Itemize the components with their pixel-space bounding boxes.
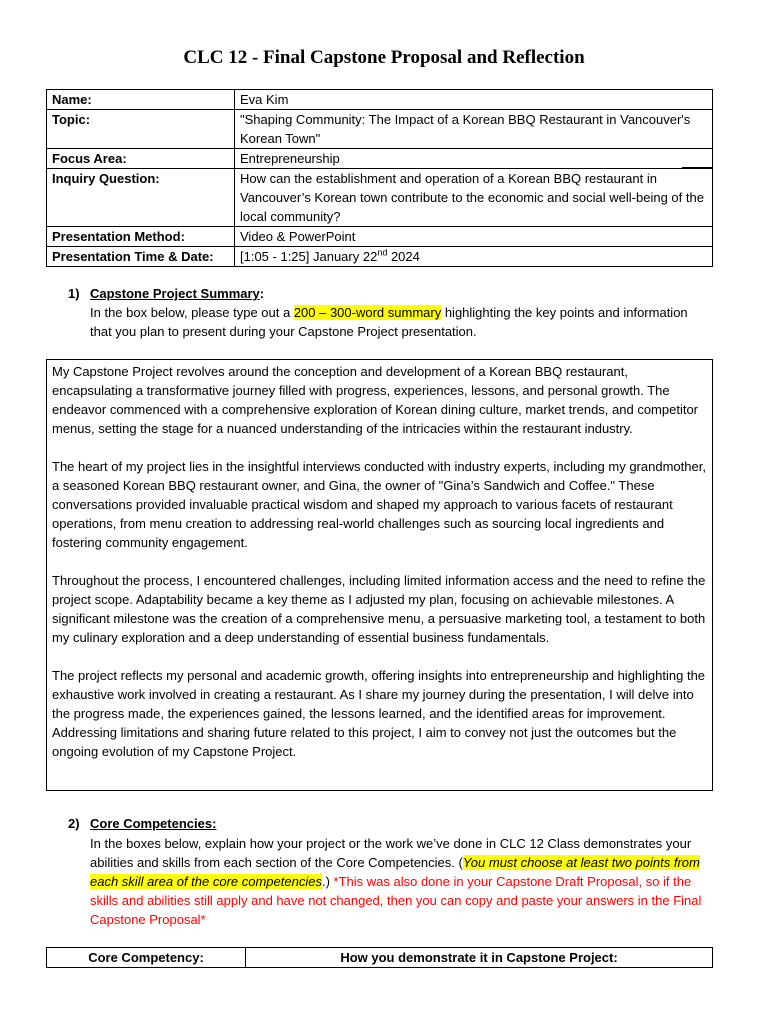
document-title: CLC 12 - Final Capstone Proposal and Reflection (183, 47, 585, 68)
instr-text-post: highlighting the key points and information that you plan to present during your Capstone Project presentation. (90, 305, 688, 339)
demonstration-header: How you demonstrate it in Capstone Project: (246, 948, 713, 968)
instr-text-pre: In the boxes below, explain how your project or the work we’ve done in CLC 12 Class demonstrates your abilities and skills from each section of the Core Competencies. ( (90, 836, 692, 870)
table-row (47, 247, 713, 267)
presentation-method-value: Video & PowerPoint (235, 227, 713, 247)
inquiry-question-value: How can the establishment and operation of a Korean BBQ restaurant in Vancouver’s Korean town contribute to the economic and social well-being of the local community? (235, 169, 713, 227)
focus-area-value: Entrepreneurship (235, 149, 713, 169)
core-competency-table (46, 947, 713, 968)
core-competency-header: Core Competency: (47, 948, 246, 968)
draft-note-red: *This was also done in your Capstone Draft Proposal, so if the skills and abilities still apply and have not changed, then you can copy and paste your answers in the Final Capstone Proposal* (90, 874, 702, 927)
requirement-highlight: You must choose at least two points from each skill area of the core competencies (90, 855, 700, 889)
summary-paragraph: Throughout the process, I encountered challenges, including limited information access and the need to refine the project scope. Adaptability became a key theme as I adjusted my plan, focusing on achievable milestones. A significant milestone was the creation of a comprehensive menu, a persuasive marketing tool, a testament to both my culinary exploration and a deep understanding of essential business fundamentals. (52, 573, 706, 645)
topic-label: Topic: (47, 110, 235, 149)
table-row (47, 149, 713, 169)
presentation-method-label: Presentation Method: (47, 227, 235, 247)
table-row (47, 110, 713, 149)
section-1-colon: : (259, 286, 265, 301)
table-row (47, 90, 713, 110)
topic-value: "Shaping Community: The Impact of a Korean BBQ Restaurant in Vancouver's Korean Town" (235, 110, 713, 149)
info-table (46, 89, 713, 267)
inquiry-question-label: Inquiry Question: (47, 169, 235, 227)
section-1-title: Capstone Project Summary (90, 286, 260, 301)
section-2-title: Core Competencies: (90, 816, 217, 831)
presentation-time-label: Presentation Time & Date: (47, 247, 235, 267)
section-1-number: 1) (68, 286, 80, 301)
summary-box (46, 359, 713, 791)
summary-paragraph: My Capstone Project revolves around the conception and development of a Korean BBQ restaurant, encapsulating a transformative journey filled with progress, experiences, lessons, and personal growth. The endeavor commenced with a comprehensive exploration of Korean dining culture, market trends, and competitor menus, setting the stage for a nuanced understanding of the intricacies within the restaurant industry. (52, 364, 699, 436)
presentation-time-value (235, 247, 713, 267)
summary-paragraph: The project reflects my personal and academic growth, offering insights into entrepreneurship and highlighting the exhaustive work involved in creating a restaurant. As I share my journey during the presentation, I will delve into the progress made, the experiences gained, the lessons learned, and the identified areas for improvement. Addressing limitations and sharing future related to this project, I aim to convey not just the outcomes but the ongoing evolution of my Capstone Project. (52, 668, 706, 759)
instr-text-mid: .) (321, 874, 334, 889)
section-1-heading (68, 286, 264, 301)
table-row (47, 169, 713, 227)
word-count-highlight: 200 – 300-word summary (293, 305, 442, 320)
presentation-date-text: [1:05 - 1:25] January 22 (240, 249, 378, 264)
date-ordinal-suffix: nd (377, 247, 388, 258)
name-value: Eva Kim (235, 90, 713, 110)
table-row (47, 227, 713, 247)
name-label: Name: (47, 90, 235, 110)
section-1-instructions (90, 303, 710, 341)
summary-paragraph: The heart of my project lies in the insightful interviews conducted with industry experts, including my grandmother, a seasoned Korean BBQ restaurant owner, and Gina, the owner of "Gina’s Sandwich and Coffee." These conversations provided invaluable practical wisdom and shaped my approach to various facets of restaurant operations, from menu creation to addressing real-world challenges such as sourcing local ingredients and fostering community engagement. (52, 459, 706, 550)
section-2-heading (68, 816, 216, 831)
stray-border-line (682, 167, 712, 168)
table-header-row (47, 948, 713, 968)
section-2-instructions (90, 834, 710, 929)
presentation-year-text: 2024 (387, 249, 420, 264)
section-2-number: 2) (68, 816, 80, 831)
instr-text-pre: In the box below, please type out a (90, 305, 294, 320)
focus-area-label: Focus Area: (47, 149, 235, 169)
